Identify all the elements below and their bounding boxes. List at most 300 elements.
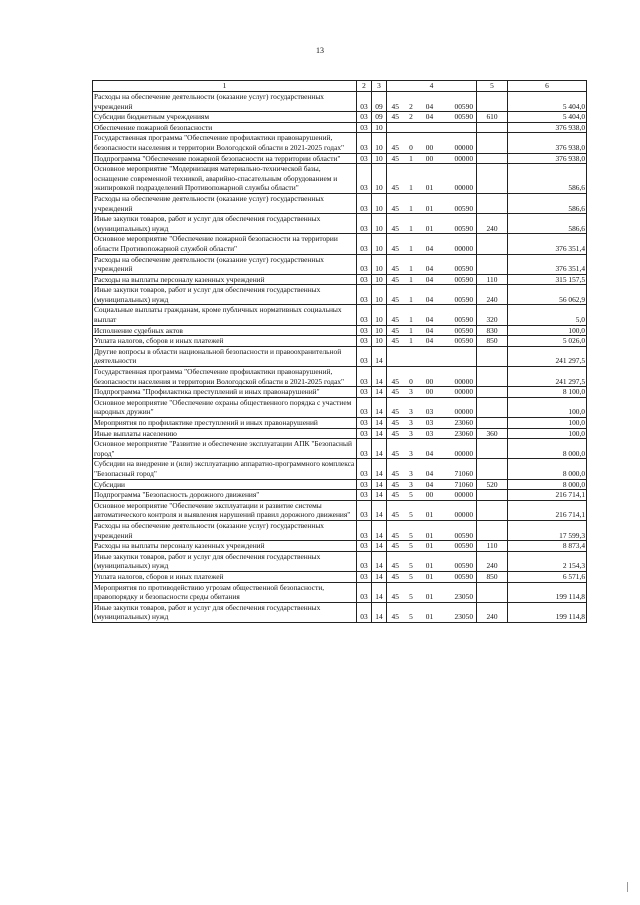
row-name: Подпрограмма "Безопасность дорожного движения" — [93, 490, 357, 501]
row-name: Основное мероприятие "Развитие и обеспечение эксплуатации АПК "Безопасный город" — [93, 439, 357, 459]
target-code-program: 45 — [387, 193, 404, 213]
section-code: 03 — [357, 387, 372, 398]
target-code-direction: 00000 — [441, 234, 477, 254]
table-row — [93, 122, 587, 133]
subsection-code: 14 — [372, 367, 387, 387]
section-code: 03 — [357, 602, 372, 622]
amount: 216 714,1 — [508, 490, 587, 501]
subsection-code: 14 — [372, 602, 387, 622]
target-code-subprogram: 5 — [404, 541, 419, 552]
target-code-direction: 00590 — [441, 520, 477, 540]
target-code-subprogram: 3 — [404, 387, 419, 398]
target-code-program: 45 — [387, 479, 404, 490]
table-row — [93, 418, 587, 429]
table-row — [93, 254, 587, 274]
table-row — [93, 112, 587, 123]
table-row — [93, 325, 587, 336]
target-code-direction: 23050 — [441, 602, 477, 622]
target-code-direction: 00590 — [441, 541, 477, 552]
section-code: 03 — [357, 500, 372, 520]
target-code-direction: 00590 — [441, 112, 477, 123]
target-code-event: 01 — [419, 541, 441, 552]
target-code-direction: 00590 — [441, 571, 477, 582]
target-code-event: 03 — [419, 397, 441, 417]
section-code: 03 — [357, 112, 372, 123]
table-row — [93, 153, 587, 164]
section-code: 03 — [357, 133, 372, 153]
amount: 315 157,5 — [508, 274, 587, 285]
section-code: 03 — [357, 541, 372, 552]
expense-type-code — [477, 254, 508, 274]
table-row — [93, 397, 587, 417]
header-cell: 2 — [357, 81, 372, 92]
target-code-event: 04 — [419, 336, 441, 347]
subsection-code: 10 — [372, 254, 387, 274]
section-code: 03 — [357, 551, 372, 571]
subsection-code: 14 — [372, 346, 387, 366]
expense-type-code — [477, 459, 508, 479]
table-row — [93, 479, 587, 490]
section-code: 03 — [357, 92, 372, 112]
target-code-subprogram: 1 — [404, 254, 419, 274]
target-code-subprogram: 2 — [404, 112, 419, 123]
target-code-program: 45 — [387, 541, 404, 552]
target-code-subprogram: 5 — [404, 551, 419, 571]
expense-type-code: 110 — [477, 541, 508, 552]
amount: 17 599,3 — [508, 520, 587, 540]
target-code-subprogram: 1 — [404, 325, 419, 336]
target-code-direction: 00590 — [441, 305, 477, 325]
target-code-program: 45 — [387, 582, 404, 602]
target-code-subprogram: 3 — [404, 428, 419, 439]
expense-type-code — [477, 367, 508, 387]
expense-type-code — [477, 490, 508, 501]
target-code-event: 01 — [419, 500, 441, 520]
target-code-event: 01 — [419, 602, 441, 622]
row-name: Основное мероприятие "Обеспечение охраны общественного порядка с участием народных дружин" — [93, 397, 357, 417]
target-code-subprogram: 5 — [404, 520, 419, 540]
table-row — [93, 214, 587, 234]
table-row — [93, 133, 587, 153]
expense-type-code — [477, 397, 508, 417]
target-code-event: 04 — [419, 254, 441, 274]
target-code-program: 45 — [387, 112, 404, 123]
target-code-direction: 00000 — [441, 133, 477, 153]
target-code-direction: 00000 — [441, 153, 477, 164]
target-code-program: 45 — [387, 397, 404, 417]
expense-type-code — [477, 122, 508, 133]
target-code-direction: 71060 — [441, 479, 477, 490]
target-code-program: 45 — [387, 418, 404, 429]
table-header-row — [93, 81, 587, 92]
target-code-subprogram: 1 — [404, 285, 419, 305]
target-code-subprogram: 1 — [404, 305, 419, 325]
expense-type-code — [477, 500, 508, 520]
target-code-program: 45 — [387, 387, 404, 398]
subsection-code: 14 — [372, 428, 387, 439]
subsection-code: 10 — [372, 325, 387, 336]
amount: 586,6 — [508, 193, 587, 213]
amount: 241 297,5 — [508, 346, 587, 366]
target-code-subprogram: 2 — [404, 92, 419, 112]
expense-type-code: 240 — [477, 551, 508, 571]
target-code-event: 00 — [419, 133, 441, 153]
target-code-event: 00 — [419, 490, 441, 501]
target-code-event: 00 — [419, 153, 441, 164]
target-code-subprogram: 3 — [404, 418, 419, 429]
row-name: Государственная программа "Обеспечение профилактики правонарушений, безопасности населения и территории Вологодской области в 2021-2025 годах" — [93, 133, 357, 153]
target-code-program: 45 — [387, 520, 404, 540]
target-code-subprogram: 5 — [404, 500, 419, 520]
header-cell: 1 — [93, 81, 357, 92]
expense-type-code — [477, 92, 508, 112]
row-name: Расходы на выплаты персоналу казенных учреждений — [93, 541, 357, 552]
expense-type-code: 240 — [477, 602, 508, 622]
amount: 199 114,8 — [508, 602, 587, 622]
table-row — [93, 164, 587, 194]
section-code: 03 — [357, 305, 372, 325]
target-code-program: 45 — [387, 214, 404, 234]
expense-type-code — [477, 234, 508, 254]
target-code-event: 01 — [419, 571, 441, 582]
target-code-direction: 00000 — [441, 397, 477, 417]
section-code: 03 — [357, 336, 372, 347]
row-name: Иные закупки товаров, работ и услуг для обеспечения государственных (муниципальных) нужд — [93, 602, 357, 622]
section-code: 03 — [357, 571, 372, 582]
subsection-code: 10 — [372, 234, 387, 254]
table-row — [93, 459, 587, 479]
section-code: 03 — [357, 520, 372, 540]
table-row — [93, 602, 587, 622]
subsection-code: 14 — [372, 490, 387, 501]
subsection-code: 10 — [372, 336, 387, 347]
subsection-code: 10 — [372, 214, 387, 234]
amount: 5 026,0 — [508, 336, 587, 347]
expense-type-code: 520 — [477, 479, 508, 490]
row-name: Обеспечение пожарной безопасности — [93, 122, 357, 133]
target-code-event: 04 — [419, 92, 441, 112]
amount: 376 938,0 — [508, 133, 587, 153]
target-code-subprogram: 1 — [404, 336, 419, 347]
amount: 5 404,0 — [508, 112, 587, 123]
target-code-direction: 00590 — [441, 254, 477, 274]
target-code-direction: 00590 — [441, 336, 477, 347]
page-number: 13 — [316, 46, 324, 55]
subsection-code: 14 — [372, 500, 387, 520]
row-name: Расходы на обеспечение деятельности (оказание услуг) государственных учреждений — [93, 193, 357, 213]
target-code-direction: 00000 — [441, 387, 477, 398]
target-code-event: 03 — [419, 418, 441, 429]
expense-type-code — [477, 387, 508, 398]
subsection-code: 14 — [372, 418, 387, 429]
target-code-subprogram: 1 — [404, 153, 419, 164]
row-name: Расходы на выплаты персоналу казенных учреждений — [93, 274, 357, 285]
table-row — [93, 92, 587, 112]
target-code-subprogram: 3 — [404, 397, 419, 417]
row-name: Основное мероприятие "Обеспечение пожарной безопасности на территории области Противопожарной службой области" — [93, 234, 357, 254]
target-code-subprogram — [404, 346, 419, 366]
target-code-program: 45 — [387, 571, 404, 582]
amount: 8 000,0 — [508, 439, 587, 459]
target-code-subprogram: 5 — [404, 582, 419, 602]
table-row — [93, 541, 587, 552]
table-row — [93, 336, 587, 347]
expense-type-code: 110 — [477, 274, 508, 285]
row-name: Субсидии на внедрение и (или) эксплуатацию аппаратно-программного комплекса "Безопасный город" — [93, 459, 357, 479]
table-row — [93, 346, 587, 366]
target-code-event: 04 — [419, 459, 441, 479]
table-row — [93, 551, 587, 571]
row-name: Основное мероприятие "Обеспечение эксплуатации и развитие системы автоматического контроля и выявления нарушений правил дорожного движения" — [93, 500, 357, 520]
row-name: Уплата налогов, сборов и иных платежей — [93, 336, 357, 347]
target-code-program: 45 — [387, 602, 404, 622]
amount: 376 351,4 — [508, 234, 587, 254]
table-row — [93, 274, 587, 285]
section-code: 03 — [357, 346, 372, 366]
subsection-code: 14 — [372, 397, 387, 417]
target-code-direction: 00590 — [441, 551, 477, 571]
subsection-code: 10 — [372, 274, 387, 285]
page-edge-mark — [627, 882, 628, 892]
amount: 6 571,6 — [508, 571, 587, 582]
subsection-code: 14 — [372, 571, 387, 582]
expense-type-code: 850 — [477, 336, 508, 347]
expense-type-code — [477, 153, 508, 164]
target-code-subprogram: 1 — [404, 164, 419, 194]
target-code-event: 01 — [419, 214, 441, 234]
row-name: Иные закупки товаров, работ и услуг для обеспечения государственных (муниципальных) нужд — [93, 285, 357, 305]
table-row — [93, 234, 587, 254]
target-code-program: 45 — [387, 164, 404, 194]
row-name: Уплата налогов, сборов и иных платежей — [93, 571, 357, 582]
subsection-code: 14 — [372, 582, 387, 602]
expense-type-code: 240 — [477, 214, 508, 234]
target-code-program — [387, 346, 404, 366]
target-code-direction: 23060 — [441, 428, 477, 439]
amount: 100,0 — [508, 428, 587, 439]
row-name: Социальные выплаты гражданам, кроме публичных нормативных социальных выплат — [93, 305, 357, 325]
target-code-event: 04 — [419, 305, 441, 325]
target-code-event: 01 — [419, 520, 441, 540]
target-code-program: 45 — [387, 367, 404, 387]
row-name: Мероприятия по противодействию угрозам общественной безопасности, правопорядку и безопасности среды обитания — [93, 582, 357, 602]
target-code-direction — [441, 122, 477, 133]
amount: 8 000,0 — [508, 459, 587, 479]
row-name: Расходы на обеспечение деятельности (оказание услуг) государственных учреждений — [93, 92, 357, 112]
target-code-direction: 00000 — [441, 500, 477, 520]
header-cell: 3 — [372, 81, 387, 92]
table-row — [93, 387, 587, 398]
row-name: Исполнение судебных актов — [93, 325, 357, 336]
target-code-direction: 00590 — [441, 214, 477, 234]
amount: 5,0 — [508, 305, 587, 325]
target-code-subprogram: 3 — [404, 439, 419, 459]
target-code-direction: 71060 — [441, 459, 477, 479]
section-code: 03 — [357, 274, 372, 285]
target-code-subprogram: 5 — [404, 602, 419, 622]
target-code-event: 01 — [419, 193, 441, 213]
subsection-code: 14 — [372, 439, 387, 459]
target-code-direction: 00590 — [441, 92, 477, 112]
expense-type-code: 240 — [477, 285, 508, 305]
amount: 241 297,5 — [508, 367, 587, 387]
expense-type-code — [477, 582, 508, 602]
target-code-program: 45 — [387, 490, 404, 501]
row-name: Субсидии — [93, 479, 357, 490]
section-code: 03 — [357, 582, 372, 602]
target-code-program: 45 — [387, 133, 404, 153]
target-code-subprogram: 5 — [404, 571, 419, 582]
section-code: 03 — [357, 193, 372, 213]
target-code-direction: 00590 — [441, 285, 477, 305]
target-code-event: 03 — [419, 428, 441, 439]
target-code-subprogram: 0 — [404, 133, 419, 153]
target-code-event: 04 — [419, 274, 441, 285]
header-cell: 4 — [387, 81, 477, 92]
table-row — [93, 500, 587, 520]
table-row — [93, 285, 587, 305]
section-code: 03 — [357, 490, 372, 501]
target-code-event: 04 — [419, 325, 441, 336]
target-code-program: 45 — [387, 325, 404, 336]
subsection-code: 10 — [372, 153, 387, 164]
amount: 376 351,4 — [508, 254, 587, 274]
target-code-program: 45 — [387, 500, 404, 520]
table-row — [93, 193, 587, 213]
amount: 100,0 — [508, 325, 587, 336]
amount: 8 000,0 — [508, 479, 587, 490]
target-code-direction: 23050 — [441, 582, 477, 602]
target-code-program: 45 — [387, 439, 404, 459]
subsection-code: 14 — [372, 459, 387, 479]
row-name: Субсидии бюджетным учреждениям — [93, 112, 357, 123]
subsection-code: 14 — [372, 387, 387, 398]
target-code-subprogram: 1 — [404, 234, 419, 254]
target-code-program: 45 — [387, 428, 404, 439]
amount: 100,0 — [508, 418, 587, 429]
row-name: Основное мероприятие "Модернизация материально-технической базы, оснащение современной техникой, аварийно-спасательным оборудованием и экипировкой подразделений Противопожарной службы области" — [93, 164, 357, 194]
expense-type-code: 320 — [477, 305, 508, 325]
expense-type-code — [477, 520, 508, 540]
table-row — [93, 305, 587, 325]
section-code: 03 — [357, 325, 372, 336]
subsection-code: 14 — [372, 479, 387, 490]
subsection-code: 10 — [372, 193, 387, 213]
section-code: 03 — [357, 122, 372, 133]
section-code: 03 — [357, 367, 372, 387]
amount: 56 062,9 — [508, 285, 587, 305]
expense-type-code — [477, 418, 508, 429]
target-code-event: 00 — [419, 387, 441, 398]
target-code-direction: 00590 — [441, 274, 477, 285]
row-name: Иные закупки товаров, работ и услуг для обеспечения государственных (муниципальных) нужд — [93, 214, 357, 234]
target-code-event: 01 — [419, 164, 441, 194]
target-code-event: 01 — [419, 582, 441, 602]
target-code-program — [387, 122, 404, 133]
section-code: 03 — [357, 164, 372, 194]
subsection-code: 10 — [372, 164, 387, 194]
target-code-subprogram: 5 — [404, 490, 419, 501]
target-code-direction: 00000 — [441, 164, 477, 194]
target-code-program: 45 — [387, 274, 404, 285]
expense-type-code: 830 — [477, 325, 508, 336]
subsection-code: 14 — [372, 541, 387, 552]
section-code: 03 — [357, 439, 372, 459]
expense-type-code — [477, 193, 508, 213]
target-code-program: 45 — [387, 234, 404, 254]
target-code-event: 04 — [419, 285, 441, 305]
target-code-event: 04 — [419, 479, 441, 490]
section-code: 03 — [357, 214, 372, 234]
target-code-program: 45 — [387, 92, 404, 112]
expense-type-code — [477, 346, 508, 366]
amount: 100,0 — [508, 397, 587, 417]
row-name: Расходы на обеспечение деятельности (оказание услуг) государственных учреждений — [93, 254, 357, 274]
table-row — [93, 490, 587, 501]
subsection-code: 14 — [372, 520, 387, 540]
amount: 199 114,8 — [508, 582, 587, 602]
section-code: 03 — [357, 254, 372, 274]
amount: 8 100,0 — [508, 387, 587, 398]
target-code-subprogram: 3 — [404, 459, 419, 479]
table-row — [93, 571, 587, 582]
section-code: 03 — [357, 459, 372, 479]
target-code-program: 45 — [387, 153, 404, 164]
expense-type-code: 610 — [477, 112, 508, 123]
row-name: Мероприятия по профилактике преступлений и иных правонарушений — [93, 418, 357, 429]
row-name: Расходы на обеспечение деятельности (оказание услуг) государственных учреждений — [93, 520, 357, 540]
subsection-code: 10 — [372, 285, 387, 305]
amount: 5 404,0 — [508, 92, 587, 112]
target-code-program: 45 — [387, 254, 404, 274]
expense-type-code: 360 — [477, 428, 508, 439]
section-code: 03 — [357, 479, 372, 490]
amount: 376 938,0 — [508, 122, 587, 133]
table-row — [93, 439, 587, 459]
target-code-program: 45 — [387, 459, 404, 479]
row-name: Иные выплаты населению — [93, 428, 357, 439]
table-row — [93, 520, 587, 540]
target-code-subprogram: 1 — [404, 274, 419, 285]
target-code-direction: 00000 — [441, 439, 477, 459]
subsection-code: 10 — [372, 305, 387, 325]
target-code-subprogram: 1 — [404, 193, 419, 213]
amount: 586,6 — [508, 164, 587, 194]
target-code-program: 45 — [387, 551, 404, 571]
expense-type-code — [477, 439, 508, 459]
section-code: 03 — [357, 153, 372, 164]
section-code: 03 — [357, 397, 372, 417]
amount: 216 714,1 — [508, 500, 587, 520]
amount: 2 154,3 — [508, 551, 587, 571]
target-code-event: 01 — [419, 551, 441, 571]
target-code-subprogram: 0 — [404, 367, 419, 387]
target-code-subprogram: 1 — [404, 214, 419, 234]
expense-type-code — [477, 164, 508, 194]
target-code-direction: 00590 — [441, 325, 477, 336]
row-name: Другие вопросы в области национальной безопасности и правоохранительной деятельности — [93, 346, 357, 366]
expense-type-code: 850 — [477, 571, 508, 582]
amount: 376 938,0 — [508, 153, 587, 164]
target-code-program: 45 — [387, 285, 404, 305]
subsection-code: 10 — [372, 122, 387, 133]
amount: 8 873,4 — [508, 541, 587, 552]
target-code-direction — [441, 346, 477, 366]
target-code-program: 45 — [387, 305, 404, 325]
subsection-code: 09 — [372, 112, 387, 123]
subsection-code: 10 — [372, 133, 387, 153]
row-name: Иные закупки товаров, работ и услуг для обеспечения государственных (муниципальных) нужд — [93, 551, 357, 571]
